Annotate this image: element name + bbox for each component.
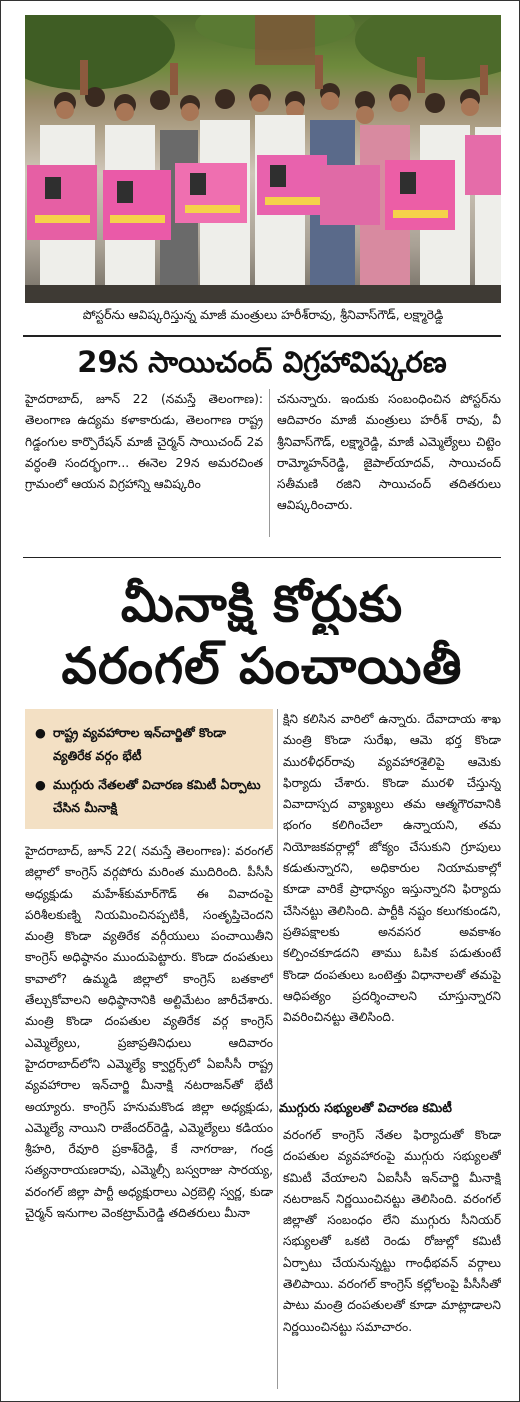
section-rule: [23, 557, 501, 558]
top-rule: [23, 335, 501, 337]
article2-col1: [25, 841, 273, 1389]
news-photo: [25, 15, 501, 303]
article1-col2: [277, 389, 501, 539]
highlight-item: [35, 773, 267, 819]
column-divider: [277, 709, 278, 1389]
photo-caption: పోస్టర్‌ను ఆవిష్కరిస్తున్న మాజీ మంత్రులు హరీశ్‌రావు, శ్రీనివాస్‌గౌడ్, లక్ష్మారెడ్డి: [82, 307, 444, 322]
highlight-text: ముగ్గురు నేతలతో విచారణ కమిటీ ఏర్పాటు చేసిన మీనాక్షి: [53, 777, 261, 815]
article2-headline-line1: మీనాక్షి కోర్టుకు: [120, 575, 404, 633]
article2-subheading: ముగ్గురు సభ్యులతో విచారణ కమిటీ: [279, 1100, 452, 1115]
article1-col1-text: హైదరాబాద్, జూన్ 22 (నమస్తే తెలంగాణ): తెలంగాణ ఉద్యమ కళాకారుడు, తెలంగాణ రాష్ట్ర గిడ్డంగుల కార్పొరేషన్ మాజీ చైర్మన్ సాయిచంద్ 2వ వర్ధంతి సందర్భంగా... ఈనెల 29న అమరచింత గ్రామంలో ఆయన విగ్రహాన్ని ఆవిష్కరిం: [25, 392, 263, 492]
bullet-icon: ●: [35, 725, 46, 740]
article1-col1: [25, 389, 263, 539]
bullet-icon: ●: [35, 777, 46, 792]
article2-col2b-text: వరంగల్ కాంగ్రెస్ నేతల ఫిర్యాదుతో కొండా దంపతుల వ్యవహారంపై ముగ్గురు సభ్యులతో కమిటీ వేయాలని ఏఐసీసీ ఇన్‌చార్జి మీనాక్షి నటరాజన్ నిర్ణయించినట్టు తెలిసింది. వరంగల్ జిల్లాతో సంబంధం లేని ముగ్గురు సీనియర్ సభ్యులతో ఒకటి రెండు రోజుల్లో కమిటీ ఏర్పాటు చేయనున్నట్టు గాంధీభవన్ వర్గాలు తెలిపాయి. వరంగల్ కాంగ్రెస్ కల్లోలంపై పీసీసీతో పాటు మంత్రి దంపతులతో కూడా మాట్లాడాలని నిర్ణయించినట్టు సమాచారం.: [283, 1128, 501, 1334]
article1-col2-text: చనున్నారు. ఇందుకు సంబంధించిన పోస్టర్‌ను ఆదివారం మాజీ మంత్రులు హరీశ్ రావు, వీ శ్రీనివాస్‌గౌడ్, లక్ష్మారెడ్డి, మాజీ ఎమ్మెల్యేలు చిట్టెం రామ్మోహన్‌రెడ్డి, జైపాల్‌యాదవ్, సాయిచంద్ సతీమణి రజిని సాయిచంద్ తదితరులు ఆవిష్కరించారు.: [277, 392, 501, 513]
highlights-box: [25, 709, 273, 829]
highlight-text: రాష్ట్ర వ్యవహారాల ఇన్‌చార్జితో కొండా వ్యతిరేక వర్గం భేటీ: [53, 725, 226, 763]
article2-col2-text: క్షిని కలిసిన వారిలో ఉన్నారు. దేవాదాయ శాఖ మంత్రి కొండా సురేఖ, ఆమె భర్త కొండా మురళీధర్‌రావు వ్యవహారశైలిపై ఆమెకు ఫిర్యాదు చేశారు. కొండా మురళి చేస్తున్న వివాదాస్పద వ్యాఖ్యలు తమ ఆత్మగౌరవానికి భంగం కలిగించేలా ఉన్నాయని, తమ నియోజకవర్గాల్లో జోక్యం చేసుకుని గ్రూపులు కడుతున్నారని, అధికారుల నియామకాల్లో కూడా వారికే ప్రాధాన్యం ఇస్తున్నారని ఫిర్యాదు చేసినట్టు తెలిసింది. పార్టీకి నష్టం కలుగకుండని, ప్రతిపక్షాలకు అనవసర అవకాశం కల్పించకూడదని తాము ఓపిక పడుతుంటే కొండా దంపతులు ఒంటెత్తు విధానాలతో తమపై ఆధిపత్యం ప్రదర్శించాలని చూస్తున్నారని వివరించినట్టు తెలిసింది.: [283, 712, 501, 1025]
article2-headline-line2: వరంగల్ పంచాయితీ: [61, 637, 463, 695]
article1-headline: 29న సాయిచంద్ విగ్రహావిష్కరణ: [77, 345, 447, 379]
article2-col2b: [283, 1125, 501, 1389]
article2-col2: [283, 709, 501, 1091]
column-divider: [269, 389, 270, 537]
highlight-item: [35, 721, 267, 767]
photo-illustration: [25, 15, 501, 303]
article2-col1-text: హైదరాబాద్, జూన్ 22( నమస్తే తెలంగాణ): వరంగల్ జిల్లాలో కాంగ్రెస్ వర్గపోరు మరింత ముదిరింది. పీసీసీ అధ్యక్షుడు మహేశ్‌కుమార్‌గౌడ్ ఈ వివాదంపై పరిశీలకుణ్ని నియమించినప్పటికీ, సంతృప్తిచెందని మంత్రి కొండా వ్యతిరేక వర్గీయులు పంచాయితీని కాంగ్రెస్ అధిష్ఠానం ముందుపెట్టారు. కొండా దంపతులు కావాలో? ఉమ్మడి జిల్లాలో కాంగ్రెస్ బతకాలో తేల్చుకోవాలని అధిష్ఠానానికి అల్టిమేటం జారీచేశారు. మంత్రి కొండా దంపతుల వ్యతిరేక వర్గ కాంగ్రెస్ ఎమ్మెల్యేలు, ప్రజాప్రతినిధులు ఆదివారం హైదరాబాద్‌లోని ఎమ్మెల్యే క్వార్టర్స్‌లో ఏఐసీసీ రాష్ట్ర వ్యవహారాల ఇన్‌చార్జి మీనాక్షి నటరాజన్‌తో భేటీ అయ్యారు. కాంగ్రెస్ హనుమకొండ జిల్లా అధ్యక్షుడు, ఎమ్మెల్యే నాయిని రాజేందర్‌రెడ్డి, ఎమ్మెల్యేలు కడియం శ్రీహరి, రేవూరి ప్రకాశ్‌రెడ్డి, కే నాగరాజు, గండ్ర సత్యనారాయణరావు, ఎమ్మెల్సీ బస్వరాజు సారయ్య, వరంగల్ జిల్లా పార్టీ అధ్యక్షురాలు ఎర్రబెల్లి స్వర్ణ, కుడా చైర్మన్ ఇనుగాల వెంకట్రామ్‌రెడ్డి తదితరులు మీనా: [25, 844, 273, 1221]
